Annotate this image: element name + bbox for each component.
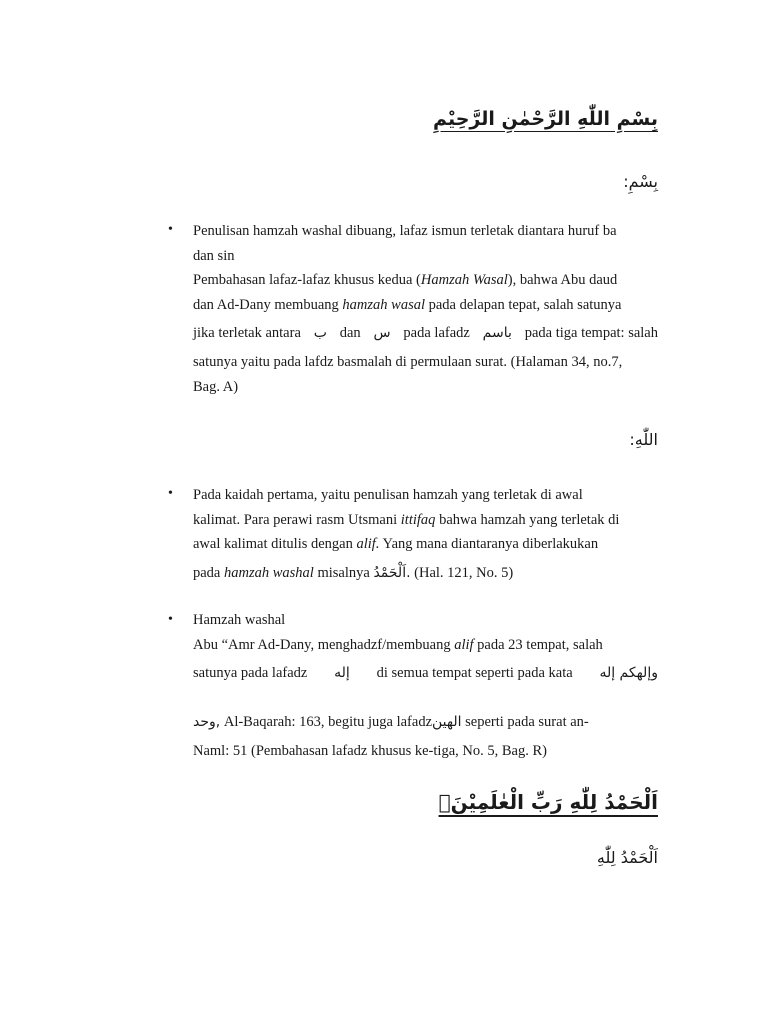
word-bismi: بِسْمِ: <box>623 172 658 191</box>
item-1-line-5: jika terletak antara ب dan س pada lafadz باسم pada tiga tempat: salah <box>193 325 658 341</box>
item-2-line-4: pada hamzah washal misalnya اَلْحَمْدُ. (Hal. 121, No. 5) <box>193 564 514 581</box>
alhamdulillah-heading: اَلْحَمْدُ لِلّٰهِ رَبِّ الْعٰلَمِيْنَۙ <box>438 790 658 814</box>
word-alhamdulillah: اَلْحَمْدُ لِلّٰهِ <box>596 848 658 867</box>
item-1 <box>193 219 658 399</box>
item-2-line-2: kalimat. Para perawi rasm Utsmani ittifaq bahwa hamzah yang terletak di <box>193 511 620 528</box>
item-1-line-7: Bag. A) <box>193 378 239 395</box>
item-3-line-2: Abu “Amr Ad-Dany, menghadzf/membuang alif pada 23 tempat, salah <box>193 636 603 653</box>
bullet-2: • <box>168 486 173 501</box>
item-2-line-3: awal kalimat ditulis dengan alif. Yang mana diantaranya diberlakukan <box>193 536 599 552</box>
item-3-line-1: Hamzah washal <box>193 612 286 628</box>
item-1-line-6: satunya yaitu pada lafdz basmalah di permulaan surat. (Halaman 34, no.7, <box>193 354 623 370</box>
item-3-line-3: satunya pada lafadz إله di semua tempat seperti pada kata وإلهكم إله <box>193 665 658 681</box>
basmalah-heading: بِسْمِ اللّٰهِ الرَّحْمٰنِ الرَّحِيْمِ <box>433 108 658 130</box>
item-3-line-4: وحد, Al-Baqarah: 163, begitu juga lafadzالهين seperti pada surat an- <box>193 714 589 730</box>
item-1-line-2: dan sin <box>193 247 235 264</box>
item-1-line-3: Pembahasan lafaz-lafaz khusus kedua (Hamzah Wasal), bahwa Abu daud <box>193 272 618 288</box>
item-3 <box>193 608 658 764</box>
word-allahi: اللّٰهِ: <box>629 430 658 449</box>
bullet-3: • <box>168 612 173 627</box>
bullet-1: • <box>168 222 173 237</box>
item-3-line-5: Naml: 51 (Pembahasan lafadz khusus ke-tiga, No. 5, Bag. R) <box>193 743 547 759</box>
item-2 <box>193 483 658 590</box>
item-1-line-4: dan Ad-Dany membuang hamzah wasal pada delapan tepat, salah satunya <box>193 296 622 313</box>
item-2-line-1: Pada kaidah pertama, yaitu penulisan hamzah yang terletak di awal <box>193 487 583 503</box>
item-1-line-1: Penulisan hamzah washal dibuang, lafaz ismun terletak diantara huruf ba <box>193 223 617 239</box>
